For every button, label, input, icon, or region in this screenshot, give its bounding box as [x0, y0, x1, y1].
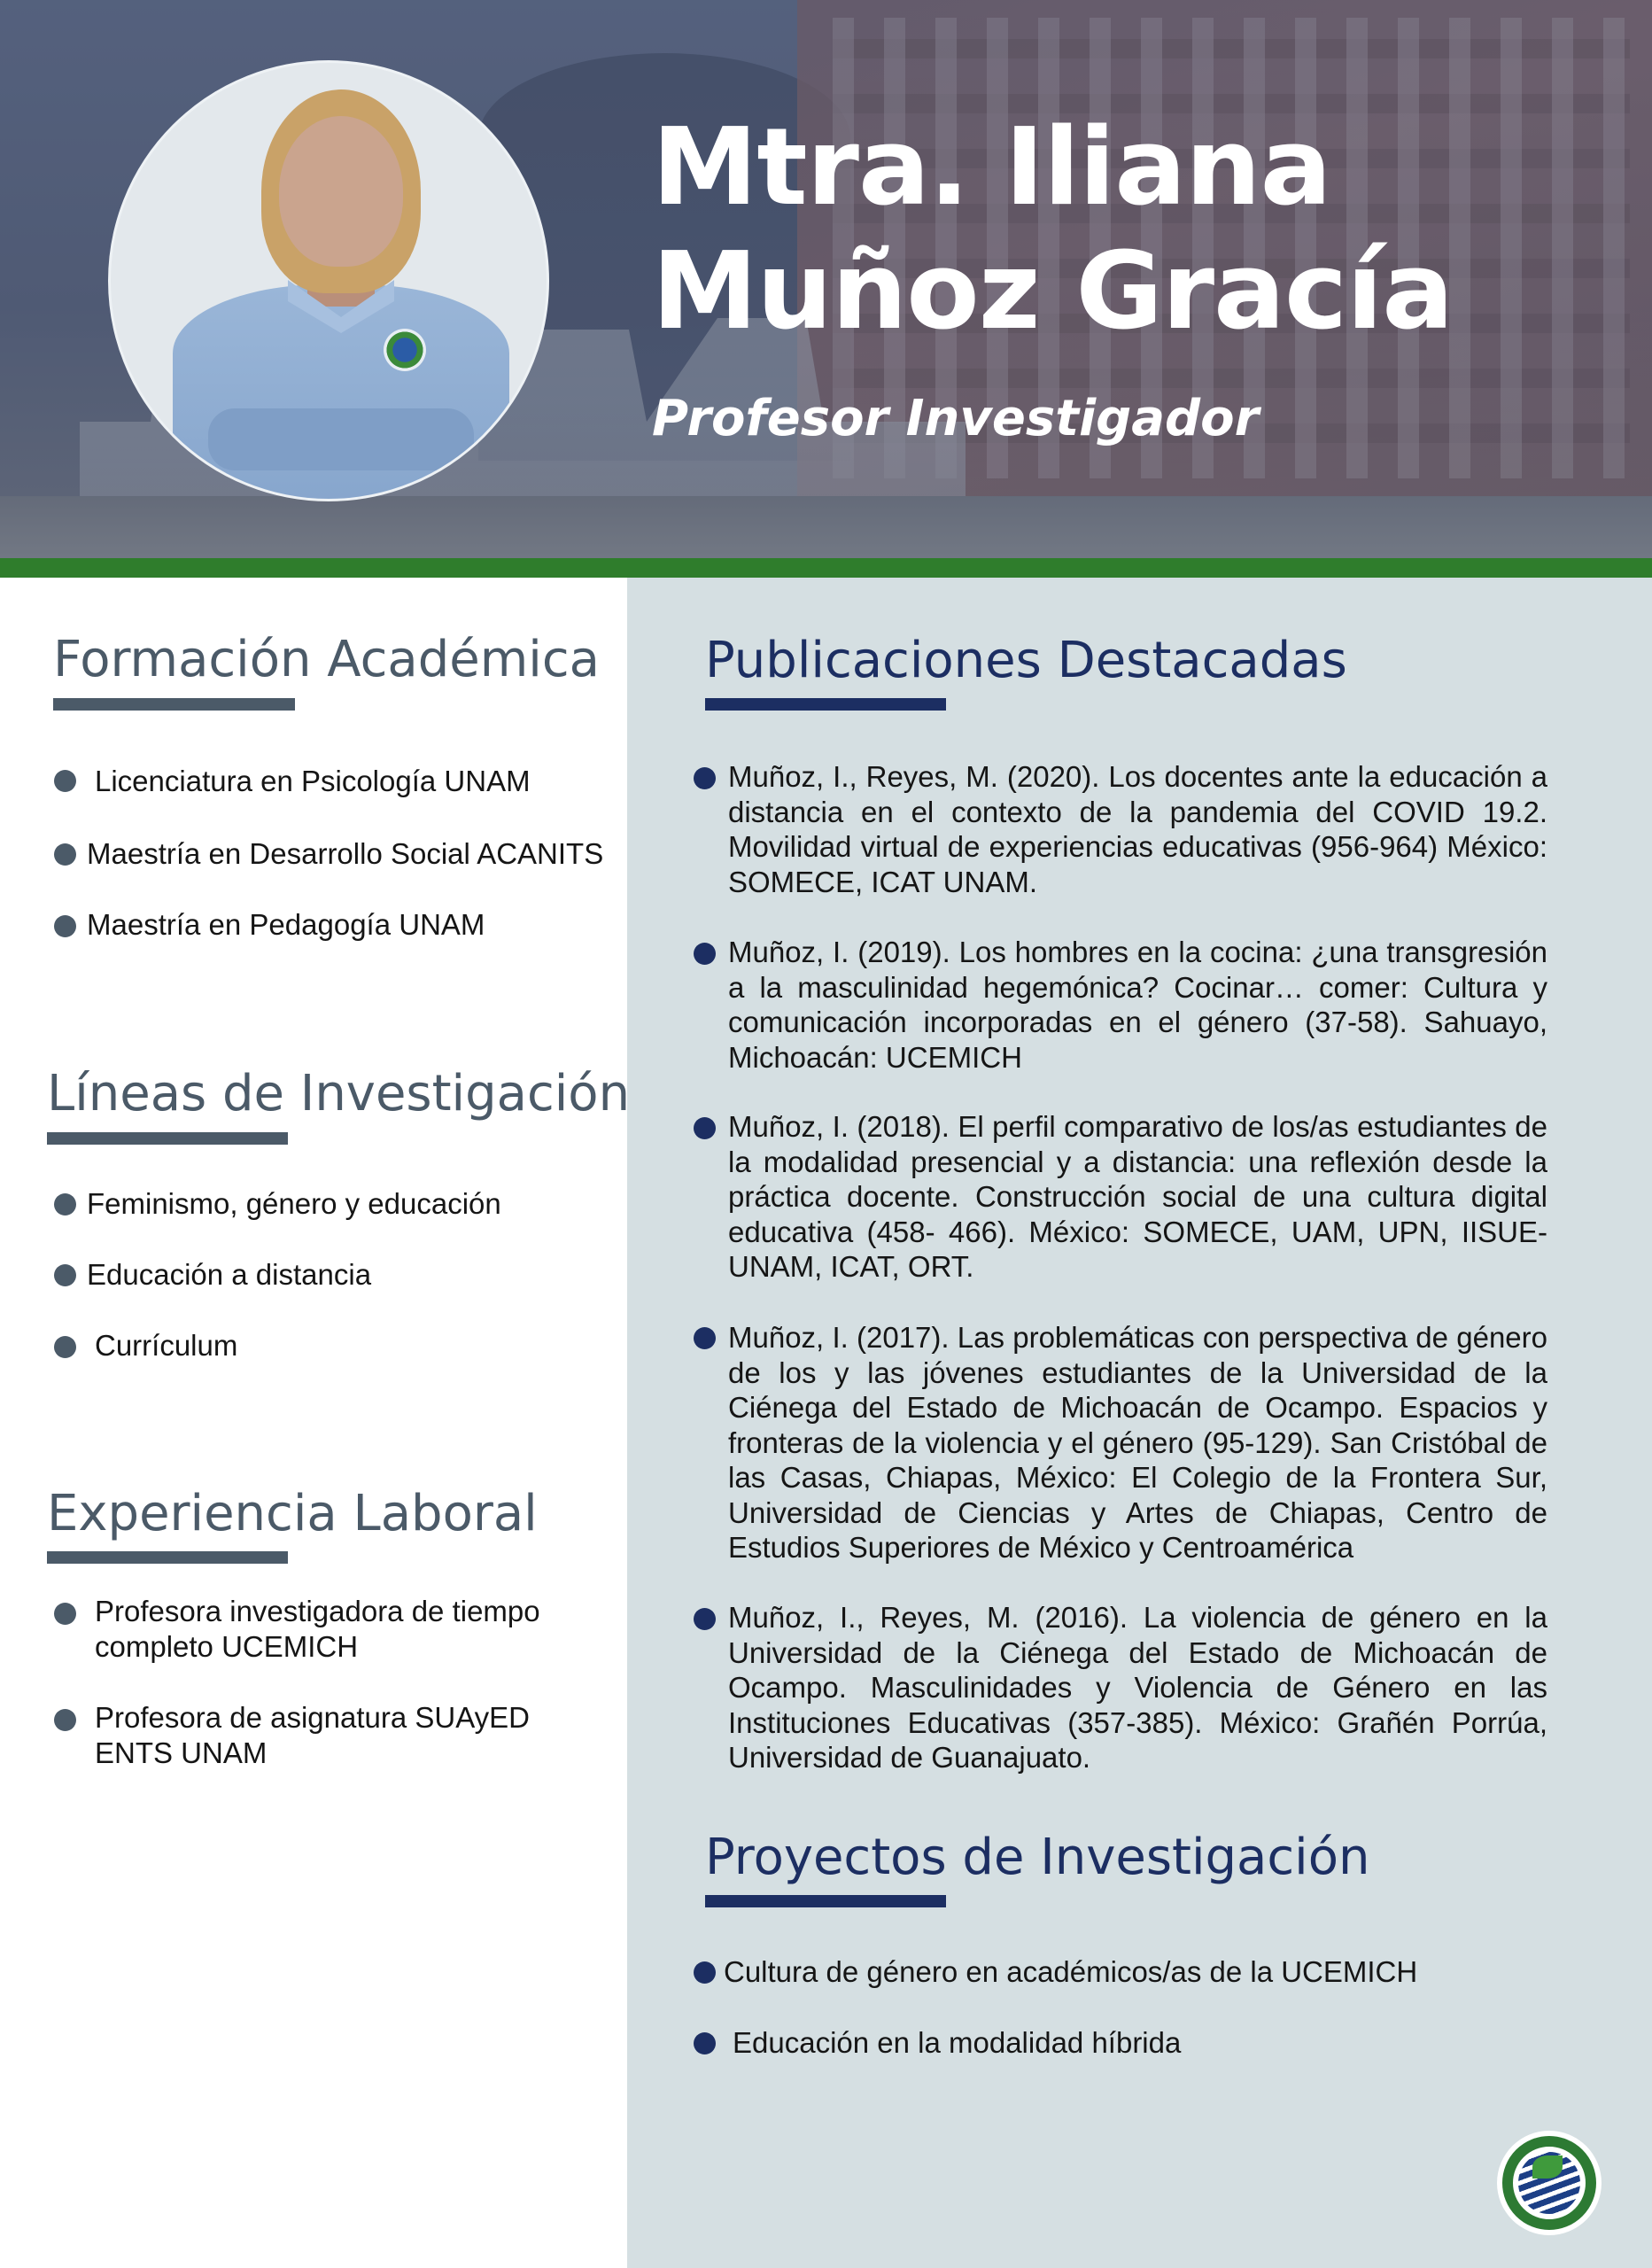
section-title-lineas: Líneas de Investigación — [47, 1065, 631, 1122]
section-title-publicaciones: Publicaciones Destacadas — [705, 632, 1347, 689]
bullet-dot-icon — [694, 1608, 716, 1630]
bullet-dot-icon — [694, 1117, 716, 1139]
bullet-dot-icon — [54, 1603, 76, 1625]
bullet-dot-icon — [54, 1336, 76, 1358]
bullet-dot-icon — [694, 943, 716, 965]
lineas-item: Currículum — [95, 1329, 238, 1362]
bullet-dot-icon — [54, 1193, 76, 1216]
bullet-dot-icon — [54, 1709, 76, 1731]
publication-item: Muñoz, I. (2018). El perfil comparativo de los/as estudiantes de la modalidad presencial y a distancia: una reflexión desde la práctica docente. Construcción social de una cultura digital educativa (458- 466). México: SOMECE, UAM, UPN, IISUE-UNAM, ICAT, ORT. — [728, 1110, 1547, 1283]
photo-shirt-logo — [384, 329, 426, 371]
publication-item: Muñoz, I., Reyes, M. (2016). La violencia de género en la Universidad de la Ciénega del Estado de Michoacán de Ocampo. Masculinidades y Violencia de Género en las Instituciones Educativas (357-385). México: Grañén Porrúa, Universidad de Guanajuato. — [728, 1601, 1547, 1774]
bullet-dot-icon — [54, 915, 76, 937]
profile-name-line1: Mtra. Iliana — [652, 106, 1331, 229]
bullet-dot-icon — [694, 1961, 716, 1984]
experiencia-item: Profesora de asignatura SUAyED ENTS UNAM — [95, 1701, 530, 1769]
bullet-dot-icon — [694, 2032, 716, 2054]
profile-photo — [108, 60, 549, 501]
proyectos-item: Educación en la modalidad híbrida — [733, 2026, 1182, 2059]
formacion-item: Maestría en Desarrollo Social ACANITS — [87, 837, 604, 870]
profile-name — [652, 106, 1626, 354]
green-divider-bar — [0, 558, 1652, 578]
lineas-item: Feminismo, género y educación — [87, 1187, 501, 1220]
bullet-dot-icon — [54, 770, 76, 792]
section-rule-publicaciones — [705, 698, 946, 711]
photo-crossed-arms — [208, 408, 474, 470]
section-title-proyectos: Proyectos de Investigación — [705, 1829, 1370, 1886]
bullet-dot-icon — [54, 843, 76, 866]
section-rule-formacion — [53, 698, 295, 711]
section-rule-lineas — [47, 1132, 288, 1145]
photo-face — [279, 116, 403, 267]
publication-item: Muñoz, I. (2019). Los hombres en la cocina: ¿una transgresión a la masculinidad hegemónica? Cocinar… comer: Cultura y comunicación incorporadas en el género (37-58). Sahuayo, Michoacán: UCEMICH — [728, 936, 1547, 1074]
header-banner — [0, 0, 1652, 558]
bullet-dot-icon — [694, 1327, 716, 1349]
section-title-experiencia: Experiencia Laboral — [47, 1485, 538, 1542]
profile-role: Profesor Investigador — [652, 390, 1260, 447]
bullet-dot-icon — [694, 767, 716, 789]
experiencia-item: Profesora investigadora de tiempo completo UCEMICH — [95, 1595, 540, 1663]
section-rule-proyectos — [705, 1895, 946, 1907]
university-seal-logo — [1497, 2131, 1602, 2235]
section-title-formacion: Formación Académica — [53, 631, 600, 688]
bullet-dot-icon — [54, 1264, 76, 1286]
publication-item: Muñoz, I., Reyes, M. (2020). Los docentes ante la educación a distancia en el contexto de la pandemia del COVID 19.2. Movilidad virtual de experiencias educativas (956-964) México: SOMECE, ICAT UNAM. — [728, 760, 1547, 898]
formacion-item: Licenciatura en Psicología UNAM — [95, 765, 531, 797]
proyectos-item: Cultura de género en académicos/as de la UCEMICH — [724, 1955, 1418, 1988]
publication-item: Muñoz, I. (2017). Las problemáticas con perspectiva de género de los y las jóvenes estudiantes de la Universidad de la Ciénega del Estado de Michoacán de Ocampo. Espacios y fronteras de la violencia y el género (95-129). San Cristóbal de las Casas, Chiapas, México: El Colegio de la Frontera Sur, Universidad de Ciencias y Artes de Chiapas, Centro de Estudios Superiores de México y Centroamérica — [728, 1321, 1547, 1564]
formacion-item: Maestría en Pedagogía UNAM — [87, 908, 485, 941]
logo-leaf — [1532, 2155, 1563, 2179]
lineas-item: Educación a distancia — [87, 1258, 372, 1291]
section-rule-experiencia — [47, 1551, 288, 1564]
profile-name-line2: Muñoz Gracía — [652, 230, 1454, 353]
